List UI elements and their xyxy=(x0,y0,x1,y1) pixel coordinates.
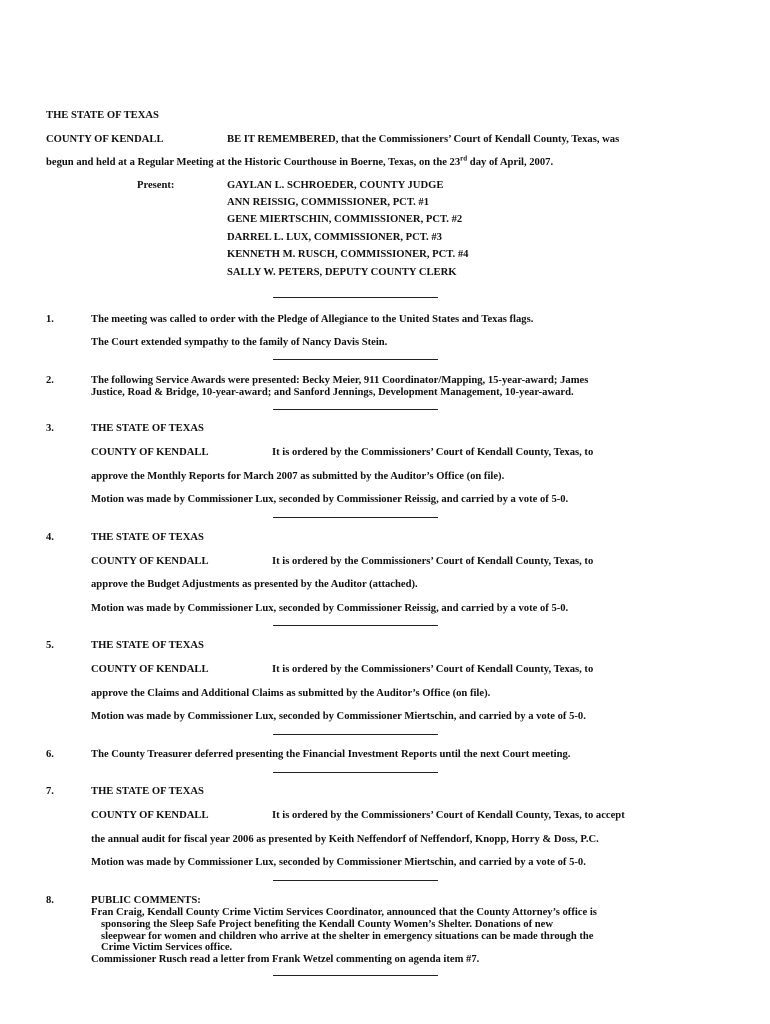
divider xyxy=(273,880,438,881)
item-number: 4. xyxy=(46,532,54,543)
motion-text: Motion was made by Commissioner Lux, seconded by Commissioner Miertschin, and carried by a vote of 5-0. xyxy=(91,857,586,868)
item-number: 2. xyxy=(46,375,54,386)
state-heading: THE STATE OF TEXAS xyxy=(46,110,159,121)
divider xyxy=(273,297,438,298)
county-heading: COUNTY OF KENDALL xyxy=(91,664,209,675)
present-member: GENE MIERTSCHIN, COMMISSIONER, PCT. #2 xyxy=(227,214,463,225)
remembered-text: BE IT REMEMBERED, that the Commissioners’ Court of Kendall County, Texas, was xyxy=(227,134,620,145)
begun-pre: begun and held at a Regular Meeting at the Historic Courthouse in Boerne, Texas, on the 23 xyxy=(46,157,461,168)
item-text: The County Treasurer deferred presenting the Financial Investment Reports until the next Court meeting. xyxy=(91,749,571,760)
motion-text: Motion was made by Commissioner Lux, seconded by Commissioner Miertschin, and carried by a vote of 5-0. xyxy=(91,711,586,722)
item-number: 1. xyxy=(46,314,54,325)
state-heading: THE STATE OF TEXAS xyxy=(91,532,204,543)
divider xyxy=(273,409,438,410)
item-text: Justice, Road & Bridge, 10-year-award; and Sanford Jennings, Development Management, 10-year-award. xyxy=(91,387,574,398)
public-comments-heading: PUBLIC COMMENTS: xyxy=(91,895,201,906)
divider xyxy=(273,975,438,976)
approve-text: approve the Monthly Reports for March 2007 as submitted by the Auditor’s Office (on file). xyxy=(91,471,505,482)
present-member: GAYLAN L. SCHROEDER, COUNTY JUDGE xyxy=(227,180,444,191)
item-number: 8. xyxy=(46,895,54,906)
item-number: 5. xyxy=(46,640,54,651)
item-number: 7. xyxy=(46,786,54,797)
order-text: It is ordered by the Commissioners’ Court of Kendall County, Texas, to xyxy=(272,556,594,567)
present-member: ANN REISSIG, COMMISSIONER, PCT. #1 xyxy=(227,197,429,208)
motion-text: Motion was made by Commissioner Lux, seconded by Commissioner Reissig, and carried by a vote of 5-0. xyxy=(91,494,569,505)
approve-text: the annual audit for fiscal year 2006 as presented by Keith Neffendorf of Neffendorf, Knopp, Horry & Doss, P.C. xyxy=(91,834,599,845)
comment-text: Fran Craig, Kendall County Crime Victim Services Coordinator, announced that the County Attorney’s office is xyxy=(91,907,597,918)
comment-text: Crime Victim Services office. xyxy=(101,942,233,953)
order-text: It is ordered by the Commissioners’ Court of Kendall County, Texas, to xyxy=(272,447,594,458)
item-text: The following Service Awards were presented: Becky Meier, 911 Coordinator/Mapping, 15-year-award; James xyxy=(91,375,589,386)
comment-text: sponsoring the Sleep Safe Project benefiting the Kendall County Women’s Shelter. Donations of new xyxy=(101,919,554,930)
state-heading: THE STATE OF TEXAS xyxy=(91,786,204,797)
state-heading: THE STATE OF TEXAS xyxy=(91,423,204,434)
county-heading: COUNTY OF KENDALL xyxy=(91,447,209,458)
order-text: It is ordered by the Commissioners’ Court of Kendall County, Texas, to accept xyxy=(272,810,625,821)
divider xyxy=(273,734,438,735)
state-heading: THE STATE OF TEXAS xyxy=(91,640,204,651)
begun-text xyxy=(46,154,554,168)
begun-post: day of April, 2007. xyxy=(467,157,554,168)
divider xyxy=(273,359,438,360)
comment-text: sleepwear for women and children who arrive at the shelter in emergency situations can be made through the xyxy=(101,931,594,942)
begun-sup: rd xyxy=(460,154,468,163)
county-heading: COUNTY OF KENDALL xyxy=(91,810,209,821)
approve-text: approve the Claims and Additional Claims as submitted by the Auditor’s Office (on file). xyxy=(91,688,491,699)
county-heading: COUNTY OF KENDALL xyxy=(46,134,164,145)
item-number: 6. xyxy=(46,749,54,760)
divider xyxy=(273,517,438,518)
present-member: SALLY W. PETERS, DEPUTY COUNTY CLERK xyxy=(227,267,457,278)
item-text: The meeting was called to order with the Pledge of Allegiance to the United States and Texas flags. xyxy=(91,314,534,325)
present-member: KENNETH M. RUSCH, COMMISSIONER, PCT. #4 xyxy=(227,249,469,260)
present-member: DARREL L. LUX, COMMISSIONER, PCT. #3 xyxy=(227,232,442,243)
motion-text: Motion was made by Commissioner Lux, seconded by Commissioner Reissig, and carried by a vote of 5-0. xyxy=(91,603,569,614)
item-text: The Court extended sympathy to the family of Nancy Davis Stein. xyxy=(91,337,388,348)
county-heading: COUNTY OF KENDALL xyxy=(91,556,209,567)
divider xyxy=(273,625,438,626)
approve-text: approve the Budget Adjustments as presented by the Auditor (attached). xyxy=(91,579,418,590)
item-number: 3. xyxy=(46,423,54,434)
order-text: It is ordered by the Commissioners’ Court of Kendall County, Texas, to xyxy=(272,664,594,675)
divider xyxy=(273,772,438,773)
comment-text: Commissioner Rusch read a letter from Frank Wetzel commenting on agenda item #7. xyxy=(91,954,480,965)
present-label: Present: xyxy=(137,180,175,191)
